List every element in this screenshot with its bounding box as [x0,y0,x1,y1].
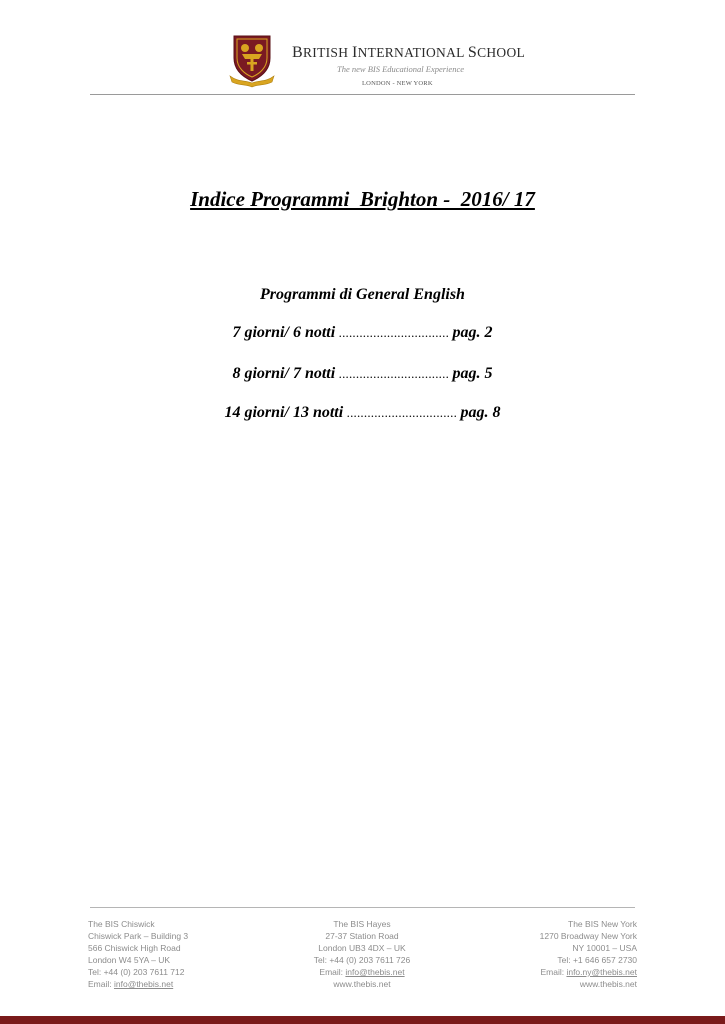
header-divider [90,94,635,95]
toc-leader-dots: ................................ [343,405,461,420]
footer-line: London W4 5YA – UK [88,955,171,965]
footer-line: Chiswick Park – Building 3 [88,931,189,941]
footer-line: The BIS New York [568,919,637,929]
footer-email-line [540,966,637,978]
footer-line: The BIS Hayes [333,919,391,929]
website-link[interactable]: www.thebis.net [333,979,391,989]
footer-address-new-york [540,918,637,990]
footer-email-prefix: Email: [88,979,114,989]
toc-entry [0,365,725,383]
footer-email-line [262,966,462,978]
footer-email-prefix: Email: [540,967,567,977]
section-title: Programmi di General English [260,286,465,303]
footer-divider [90,907,635,908]
footer-line: The BIS Chiswick [88,919,155,929]
toc-leader-dots: ................................ [335,325,453,340]
footer-line: 27-37 Station Road [325,931,399,941]
toc-leader-dots: ................................ [335,366,453,381]
toc-entry-page: pag. 8 [460,404,501,421]
footer-line: Tel: +44 (0) 203 7611 712 [88,967,185,977]
toc-entry-page: pag. 2 [452,324,493,341]
footer-address-chiswick [88,918,188,990]
footer-email-prefix: Email: [319,967,346,977]
toc-entry-label: 7 giorni/ 6 notti [232,324,336,341]
toc-entry-page: pag. 5 [452,365,493,382]
toc-entry [0,404,725,422]
email-link[interactable]: info@thebis.net [113,979,174,989]
footer-line: 1270 Broadway New York [539,931,637,941]
footer-line: Tel: +1 646 657 2730 [557,955,637,965]
page-title: Indice Programmi Brighton - 2016/ 17 [190,187,535,211]
school-tagline: The new BIS Educational Experience [337,64,464,74]
toc-entry-label: 14 giorni/ 13 notti [224,404,344,421]
toc-entry-label: 8 giorni/ 7 notti [232,365,336,382]
school-name: BRITISH INTERNATIONAL SCHOOL [292,44,526,61]
footer-line: London UB3 4DX – UK [318,943,406,953]
email-link[interactable]: info@thebis.net [345,967,405,977]
footer-email-line [88,978,188,990]
bottom-color-bar [0,1016,725,1024]
footer-address-hayes [262,918,462,990]
school-locations: LONDON - NEW YORK [362,80,433,87]
footer-line: NY 10001 – USA [572,943,637,953]
email-link[interactable]: info.ny@thebis.net [566,967,637,977]
footer-line: 566 Chiswick High Road [88,943,181,953]
school-crest-icon [228,32,276,88]
website-link[interactable]: www.thebis.net [579,979,637,989]
footer-line: Tel: +44 (0) 203 7611 726 [313,955,411,965]
toc-entry [0,324,725,342]
